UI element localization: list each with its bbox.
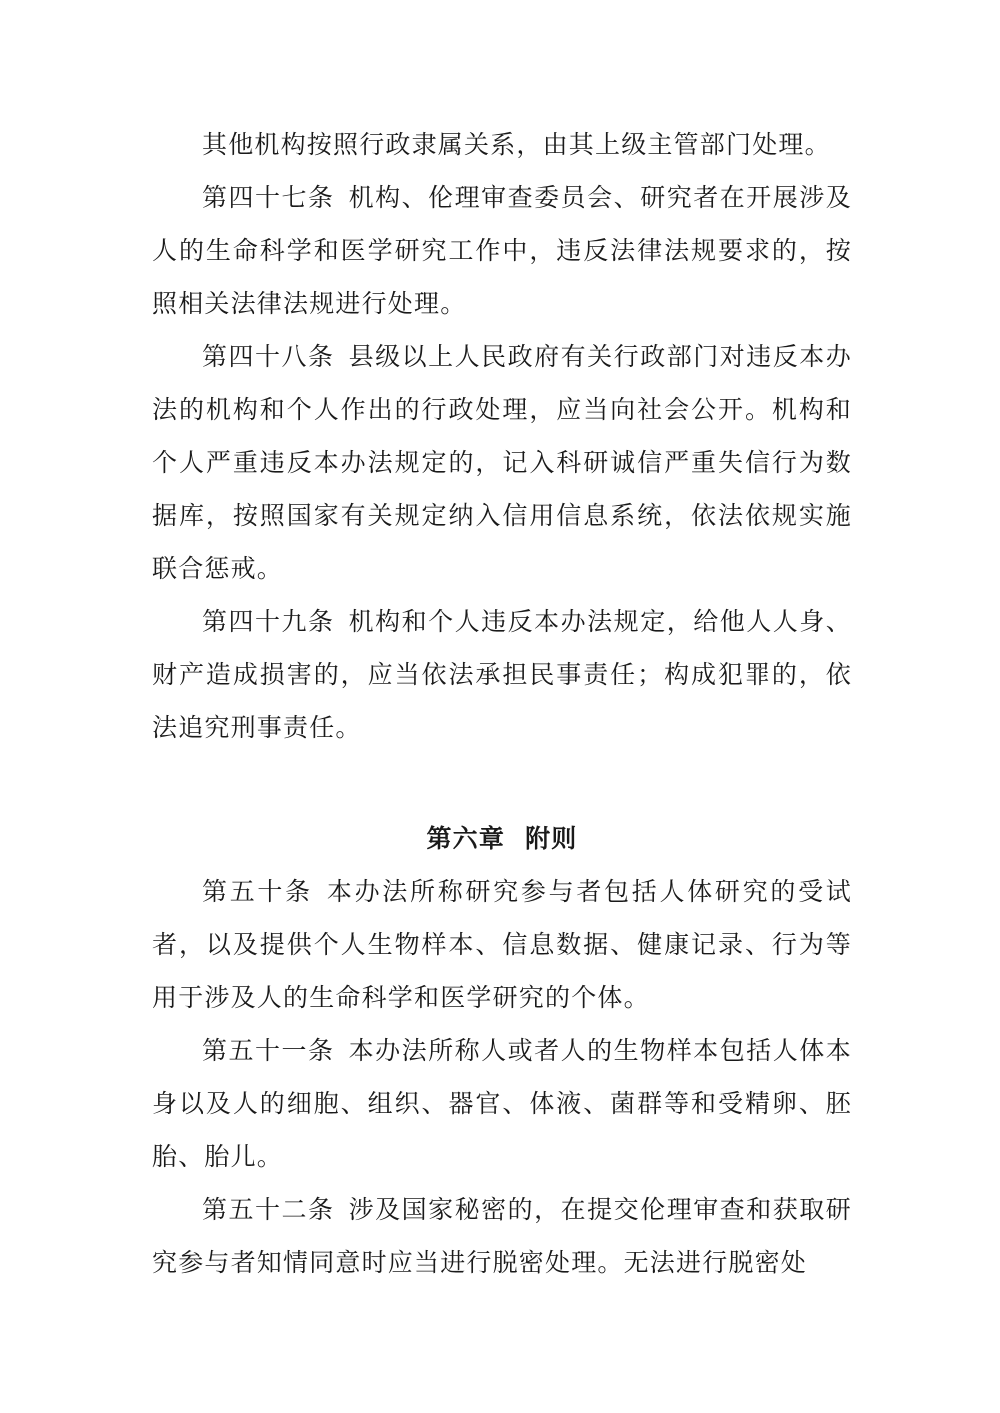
article-number: 第四十九条 xyxy=(202,607,335,636)
article-number: 第五十条 xyxy=(202,877,313,906)
article-51 xyxy=(152,1024,852,1183)
article-48 xyxy=(152,330,852,595)
article-number: 第四十七条 xyxy=(202,183,335,212)
article-text: 县级以上人民政府有关行政部门对违反本办法的机构和个人作出的行政处理，应当向社会公开。机构和个人严重违反本办法规定的，记入科研诚信严重失信行为数据库，按照国家有关规定纳入信用信息系统，依法依规实施联合惩戒。 xyxy=(152,342,852,583)
chapter-heading xyxy=(152,812,852,865)
chapter-number: 第六章 xyxy=(426,824,506,853)
article-49 xyxy=(152,595,852,754)
document-body xyxy=(152,118,852,1289)
paragraph-continuation xyxy=(152,118,852,171)
article-text: 涉及国家秘密的，在提交伦理审查和获取研究参与者知情同意时应当进行脱密处理。无法进行脱密处 xyxy=(152,1195,852,1277)
paragraph-text: 其他机构按照行政隶属关系，由其上级主管部门处理。 xyxy=(202,130,831,159)
article-50 xyxy=(152,865,852,1024)
article-text: 本办法所称人或者人的生物样本包括人体本身以及人的细胞、组织、器官、体液、菌群等和受精卵、胚胎、胎儿。 xyxy=(152,1036,852,1171)
article-47 xyxy=(152,171,852,330)
article-text: 本办法所称研究参与者包括人体研究的受试者，以及提供个人生物样本、信息数据、健康记录、行为等用于涉及人的生命科学和医学研究的个体。 xyxy=(152,877,852,1012)
article-number: 第五十二条 xyxy=(202,1195,335,1224)
article-text: 机构、伦理审查委员会、研究者在开展涉及人的生命科学和医学研究工作中，违反法律法规要求的，按照相关法律法规进行处理。 xyxy=(152,183,852,318)
article-text: 机构和个人违反本办法规定，给他人人身、财产造成损害的，应当依法承担民事责任；构成犯罪的，依法追究刑事责任。 xyxy=(152,607,852,742)
article-number: 第四十八条 xyxy=(202,342,335,371)
chapter-title: 附则 xyxy=(525,824,578,853)
article-52 xyxy=(152,1183,852,1289)
article-number: 第五十一条 xyxy=(202,1036,335,1065)
